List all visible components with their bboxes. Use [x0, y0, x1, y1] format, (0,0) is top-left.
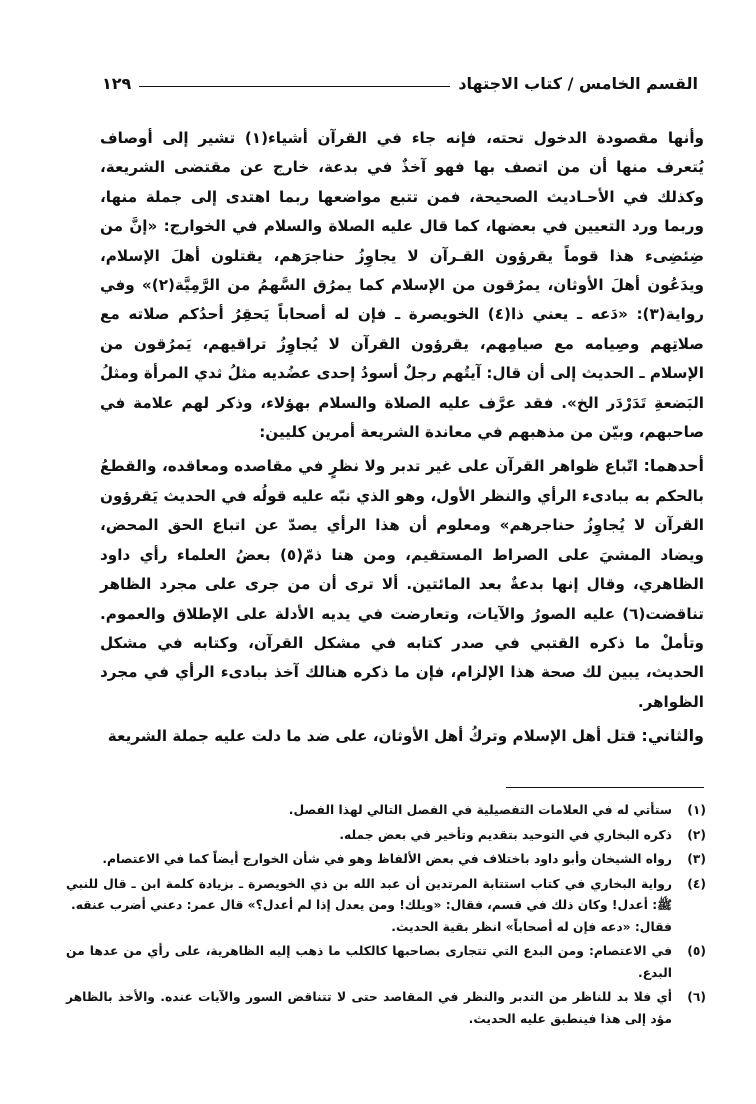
footnotes — [66, 800, 706, 1033]
footnote — [66, 800, 706, 822]
footnote-number: (٦) — [687, 990, 706, 1004]
footnote-text: رواه الشيخان وأبو داود باختلاف في بعض الألفاظ وهو في شأن الخوارج أيضاً كما في الاعتصام. — [102, 852, 672, 866]
footnote-text: ذكره البخاري في التوحيد بتقديم وتأخير في بعض جمله. — [339, 827, 672, 842]
paragraph-text: قتل أهل الإسلام وتركُ أهل الأوثان، على ضد ما دلت عليه جملة الشريعة — [107, 727, 642, 746]
footnote-text: في الاعتصام: ومن البدع التي تتجارى بصاحبها كالكلب ما ذهب إليه الظاهرية، على رأي من عدها من البدع. — [66, 944, 672, 980]
footnote-number: (١) — [687, 803, 706, 817]
footnote — [66, 825, 706, 847]
paragraph-lead: والثاني: — [641, 726, 704, 746]
footnote-number: (٢) — [687, 827, 706, 842]
footnote — [66, 849, 706, 871]
footnote — [66, 987, 706, 1030]
header-rule — [139, 86, 450, 87]
paragraph-second — [100, 721, 704, 751]
footnote-text: رواية البخاري في كتاب استتابة المرتدين أن عبد الله بن ذي الخويصرة ـ بزيادة كلمة ابن ـ قال للنبي ﷺ: أعدل! وكان ذلك في قسم، فقال: «ويلك! ومن يعدل إذا لم أعدل؟» قال عمر: دعني أضرب عنقه. — [66, 876, 672, 912]
footnote-text: ستأتي له في العلامات التفصيلية في الفصل التالي لهذا الفصل. — [288, 803, 672, 817]
footnote-separator — [506, 787, 704, 788]
footnote-number: (٣) — [687, 852, 706, 866]
footnote-text: أي فلا بد للناظر من التدبر والنظر في المقاصد حتى لا تتناقض السور والآيات عنده. والأخذ بالظاهر مؤد إلى هذا فينطبق عليه الحديث. — [66, 990, 672, 1026]
page-number: ١٢٩ — [102, 74, 132, 93]
footnote-continuation: فقال: «دعه فإن له أصحاباً» انظر بقية الحديث. — [391, 919, 672, 934]
paragraph-first — [100, 451, 704, 717]
paragraph-text: اتّباع ظواهر القرآن على غير تدبر ولا نظرٍ في مقاصده ومعاقده، والقطعُ بالحكم به ببادىء الرأي والنظر الأول، وهو الذي نبّه عليه قولُه في الحديث يَقرؤون القرآن لا يُجاوِزُ حناجرهم» ومعلوم أن هذا الرأي يصدّ عن اتباع الحق المحض، ويضاد المشيَ على الصراط المستقيم، ومن هنا ذمّ(٥) بعضُ العلماء رأي داود الظاهري، وقال إنها بدعةٌ بعد المائتين. ألا ترى أن من جرى على مجرد الظاهر تناقضت(٦) عليه الصورُ والآيات، وتعارضت في يديه الأدلة على الإطلاق والعموم. وتأملْ ما ذكره القتبي في صدر كتابه في مشكل القرآن، وكتابه في مشكل الحديث، يبين لك صحة هذا الإلزام، فإن ما ذكره هنالك آخذ ببادىء الرأي في مجرد الظواهر. — [100, 457, 704, 711]
footnote-body — [66, 874, 672, 939]
footnote-number: (٤) — [687, 876, 706, 891]
footnote-number: (٥) — [687, 944, 706, 958]
main-text — [100, 124, 704, 752]
footnote — [66, 941, 706, 984]
section-title: القسم الخامس / كتاب الاجتهاد — [458, 74, 698, 93]
running-header — [102, 74, 698, 93]
paragraph-intro — [100, 124, 704, 447]
paragraph-lead: أحدهما: — [643, 456, 704, 476]
footnote — [66, 874, 706, 939]
paragraph-text: وأنها مقصودة الدخول تحته، فإنه جاء في القرآن أشياء(١) تشير إلى أوصاف يُتعرف منها أن من اتصف بها فهو آخذٌ في بدعة، خارج عن مقتضى الشريعة، وكذلك في الأحـاديث الصحيحة، فمن تتبع مواضعها ربما اهتدى إلى جملة منها، وربما ورد التعيين في بعضها، كما قال عليه الصلاة والسلام في الخوارج: «إنَّ من ضِئضِىء هذا قوماً يقرؤون القـرآن لا يجاوِزُ حناجرَهم، يقتلون أهلَ الإسلام، ويدَعُون أهلَ الأوثان، يمرُقون من الإسلام كما يمرُق السَّهمُ من الرَّمِيَّة(٢)» وفي رواية(٣): «دَعه ـ يعني ذا(٤) الخويصرة ـ فإن له أصحاباً يَحقِرُ أحدُكم صلاته مع صلاتِهم وصِيامه مع صيامِهم، يقرؤون القرآن لا يُجاوِزُ تراقيهم، يَمرُقون من الإسلام ـ الحديث إلى أن قال: آيتُهم رجلٌ أسودُ إحدى عضُديه مثلُ ثدي المرأة ومثلُ البَضعةِ تَدَرْدَر الخ». فقد عرَّف عليه الصلاة والسلام بهؤلاء، وذكر لهم علامة في صاحبهم، وبيّن من مذهبهم في معاندة الشريعة أمرين كليين: — [100, 129, 705, 442]
